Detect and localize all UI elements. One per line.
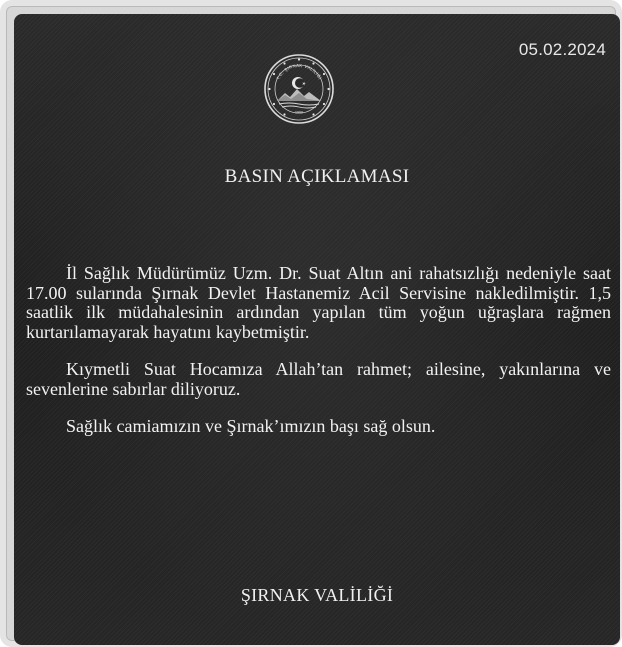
press-release-panel xyxy=(14,14,620,645)
body-paragraph: Kıymetli Suat Hocamıza Allah’tan rahmet; ailesine, yakınlarına ve sevenlerine sabırlar diliyoruz. xyxy=(26,359,611,399)
document-body xyxy=(26,264,611,455)
document-signature: ŞIRNAK VALİLİĞİ xyxy=(240,585,394,605)
document-date: 05.02.2024 xyxy=(518,40,606,59)
body-paragraph: Sağlık camiamızın ve Şırnak’ımızın başı sağ olsun. xyxy=(66,416,436,436)
seal-ring-text: T.C. ŞIRNAK VALİLİĞİ xyxy=(275,62,323,81)
document-title: BASIN AÇIKLAMASI xyxy=(224,166,410,187)
body-paragraph: İl Sağlık Müdürümüz Uzm. Dr. Suat Altın ani rahatsızlığı nedeniyle saat 17.00 sularında Şırnak Devlet Hastanemiz Acil Servisine nakledilmiştir. 1,5 saatlik ilk müdahalesinin ardından yapılan tüm yoğun uğraşlara rağmen kurtarılamayarak hayatını kaybetmiştir. xyxy=(26,263,611,342)
sirnak-governorship-seal-icon xyxy=(263,53,335,125)
seal-year: 1990 xyxy=(295,110,303,115)
